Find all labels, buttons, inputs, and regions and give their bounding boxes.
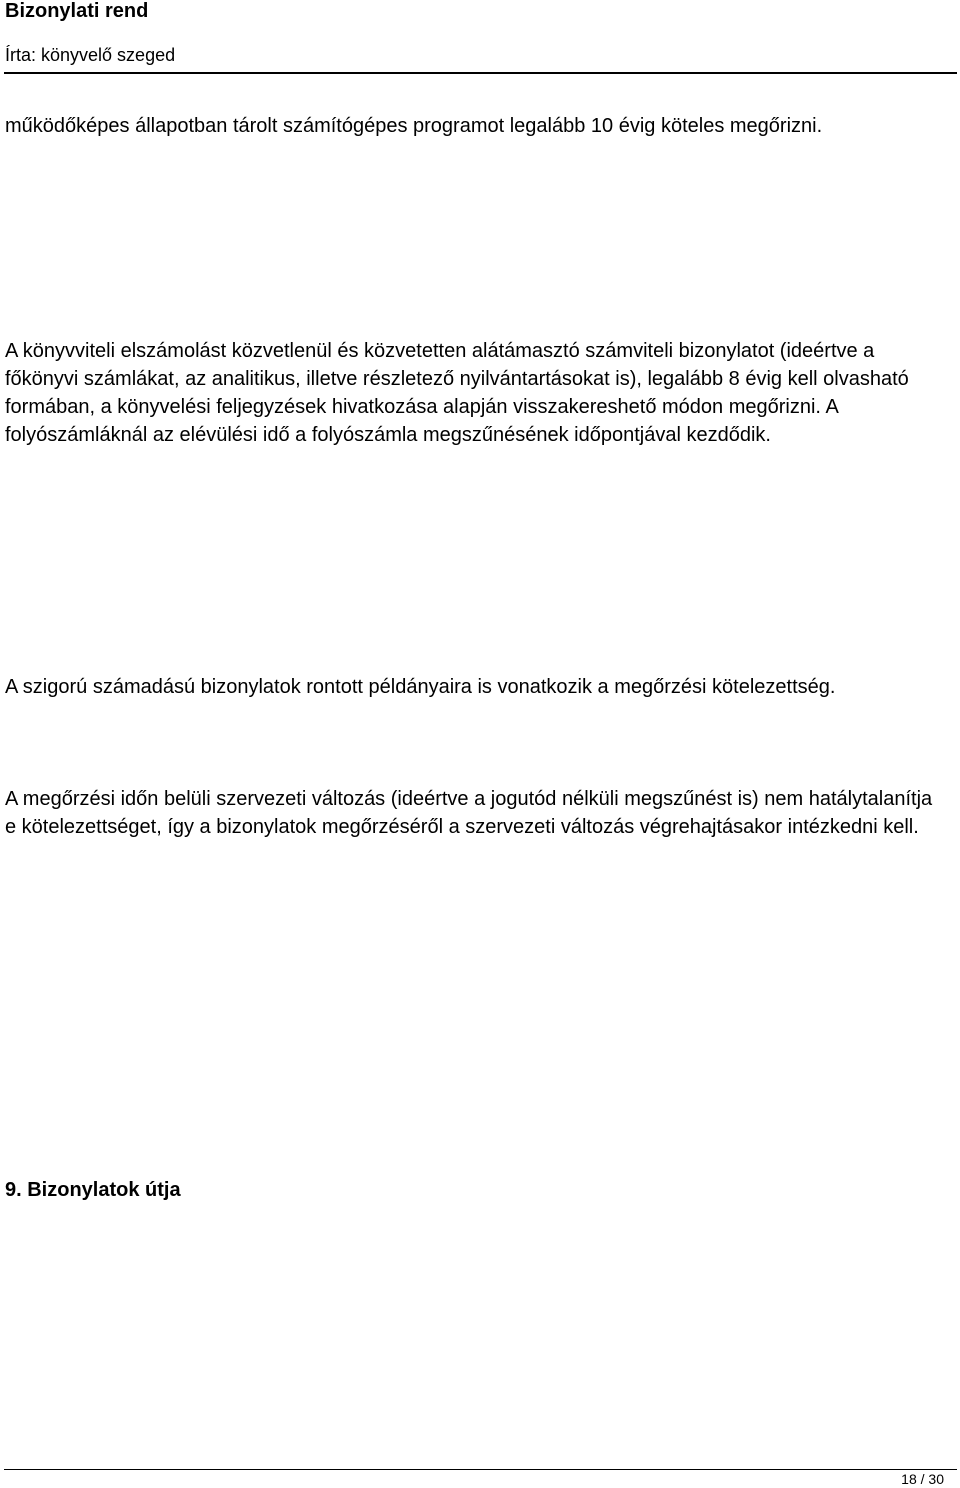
page-number: 18 / 30	[901, 1471, 944, 1487]
section-heading: 9. Bizonylatok útja	[5, 1179, 181, 1201]
paragraph-4: A megőrzési időn belüli szervezeti változás (ideértve a jogutód nélküli megszűnést is) nem hatálytalanítja e kötelezettséget, így a bizonylatok megőrzéséről a szervezeti változás végrehajtásakor intézkedni kell.	[5, 788, 933, 838]
paragraph-3: A szigorú számadású bizonylatok rontott példányaira is vonatkozik a megőrzési kötelezettség.	[5, 676, 836, 698]
footer-divider	[4, 1469, 957, 1470]
paragraph-1: működőképes állapotban tárolt számítógépes programot legalább 10 évig köteles megőrizni.	[5, 115, 823, 137]
paragraph-2: A könyvviteli elszámolást közvetlenül és közvetetten alátámasztó számviteli bizonylatot (ideértve a főkönyvi számlákat, az analitikus, illetve részletező nyilvántartásokat is), legalább 8 évig kell olvasható formában, a könyvelési feljegyzések hivatkozása alapján visszakereshető módon megőrizni. A folyószámláknál az elévülési idő a folyószámla megszűnésének időpontjával kezdődik.	[5, 340, 909, 446]
header-divider	[4, 72, 957, 74]
document-title: Bizonylati rend	[5, 0, 149, 22]
author-line: Írta: könyvelő szeged	[5, 45, 176, 65]
